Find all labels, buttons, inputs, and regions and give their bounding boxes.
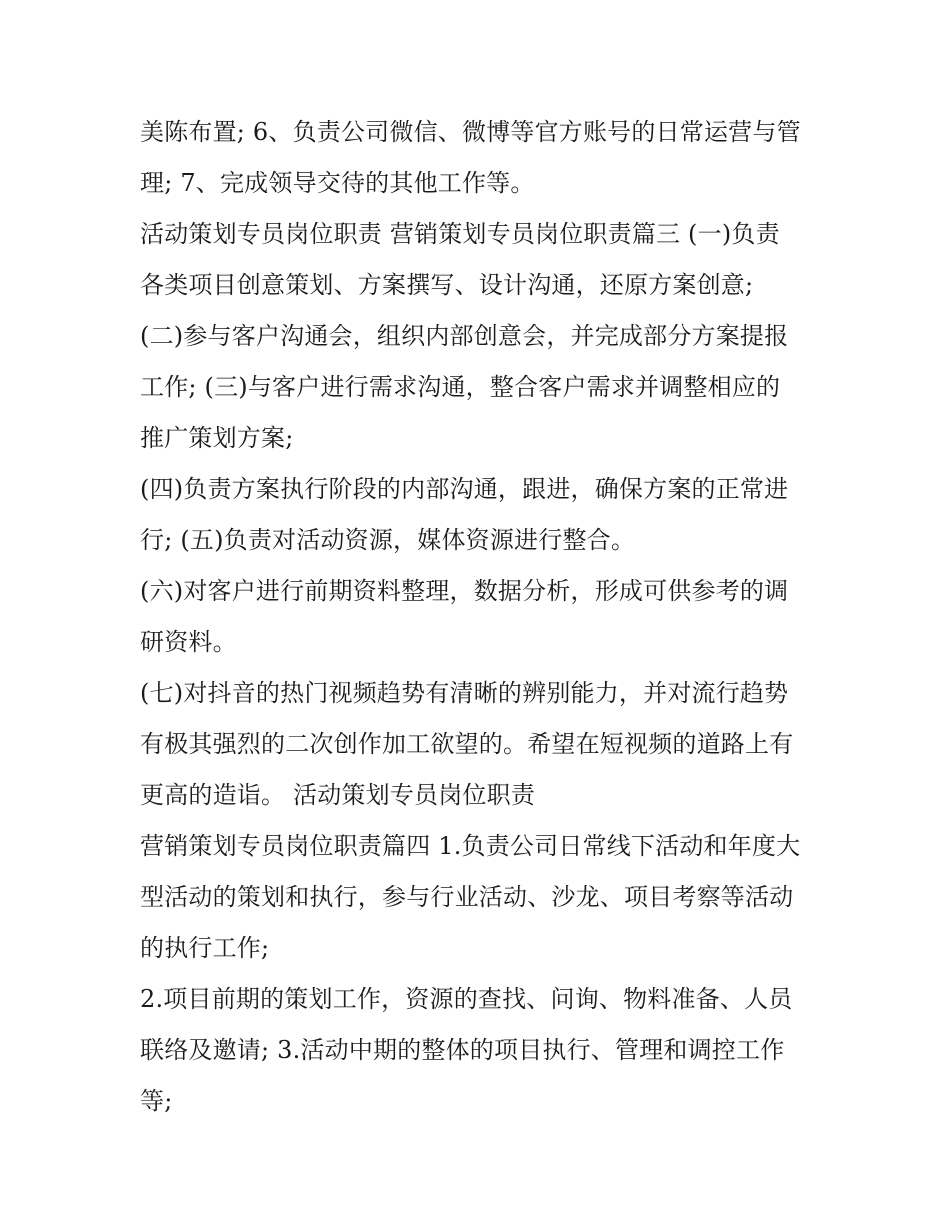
- text-line-18: 2.项目前期的策划工作，资源的查找、问询、物料准备、人员: [140, 985, 793, 1013]
- text-line-20: 等;: [140, 1087, 173, 1115]
- text-line-9: 行; (五)负责对活动资源，媒体资源进行整合。: [140, 526, 636, 554]
- text-line-14: 更高的造诣。 活动策划专员岗位职责: [140, 781, 536, 809]
- text-line-19: 联络及邀请; 3.活动中期的整体的项目执行、管理和调控工作: [140, 1036, 785, 1064]
- text-line-4: 各类项目创意策划、方案撰写、设计沟通，还原方案创意;: [140, 271, 754, 299]
- text-line-7: 推广策划方案;: [140, 424, 294, 452]
- document-body: [140, 107, 820, 1127]
- text-line-3: 活动策划专员岗位职责 营销策划专员岗位职责篇三 (一)负责: [140, 220, 780, 248]
- text-line-11: 研资料。: [140, 628, 237, 656]
- text-line-1: 美陈布置; 6、负责公司微信、微博等官方账号的日常运营与管: [140, 118, 801, 146]
- text-line-12: (七)对抖音的热门视频趋势有清晰的辨别能力，并对流行趋势: [140, 679, 789, 707]
- text-line-5: (二)参与客户沟通会，组织内部创意会，并完成部分方案提报: [140, 322, 789, 350]
- text-line-13: 有极其强烈的二次创作加工欲望的。希望在短视频的道路上有: [140, 730, 794, 758]
- text-line-15: 营销策划专员岗位职责篇四 1.负责公司日常线下活动和年度大: [140, 832, 801, 860]
- text-line-10: (六)对客户进行前期资料整理，数据分析，形成可供参考的调: [140, 577, 789, 605]
- text-line-17: 的执行工作;: [140, 934, 270, 962]
- text-line-6: 工作; (三)与客户进行需求沟通，整合客户需求并调整相应的: [140, 373, 781, 401]
- text-line-8: (四)负责方案执行阶段的内部沟通，跟进，确保方案的正常进: [140, 475, 789, 503]
- text-line-16: 型活动的策划和执行，参与行业活动、沙龙、项目考察等活动: [140, 883, 794, 911]
- text-line-2: 理; 7、完成领导交待的其他工作等。: [140, 169, 535, 197]
